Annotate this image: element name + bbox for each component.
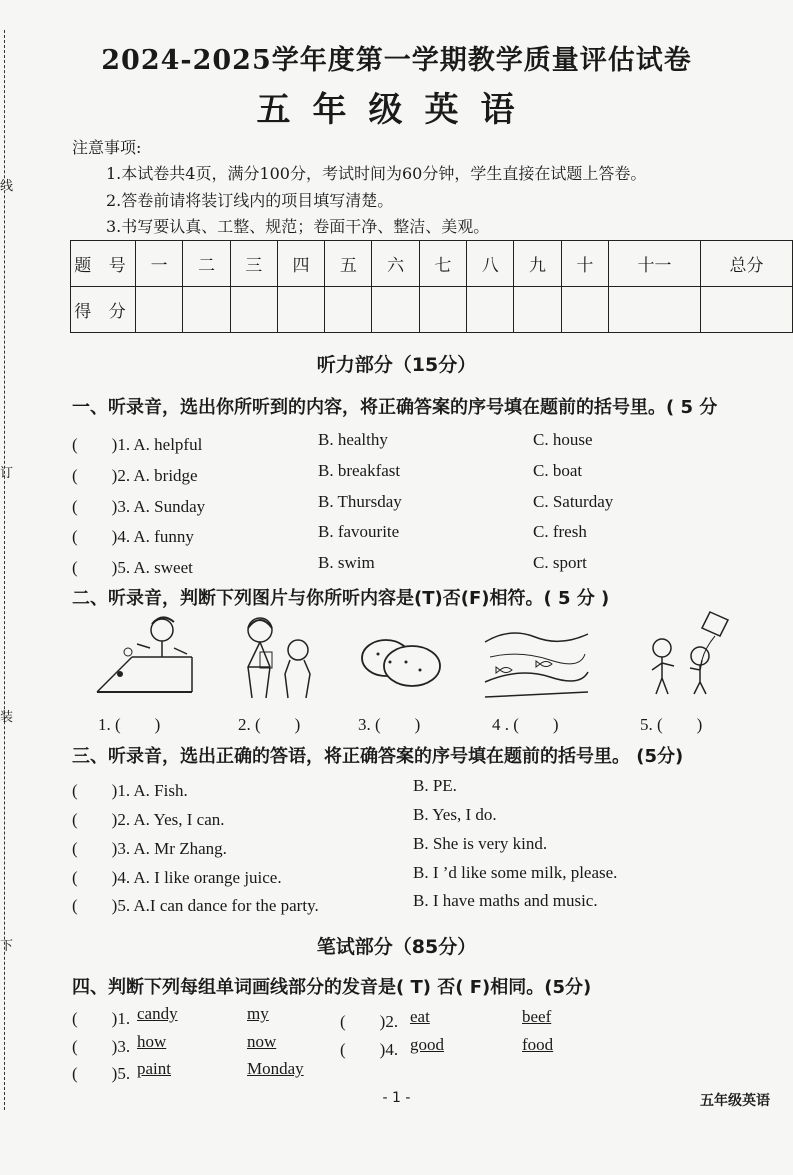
- part4-q3-word1: how: [137, 1032, 167, 1051]
- score-cell[interactable]: [561, 287, 608, 333]
- score-col-2: 二: [183, 241, 230, 287]
- score-col-9: 九: [514, 241, 561, 287]
- score-col-6: 六: [372, 241, 419, 287]
- binding-mark-xia: 下: [0, 939, 14, 954]
- score-cell[interactable]: [700, 287, 792, 333]
- page-number: - 1 -: [382, 1090, 411, 1106]
- score-cell[interactable]: [514, 287, 561, 333]
- picture-teacher-and-boy: [230, 612, 330, 702]
- part4-q4-word2: food: [522, 1035, 554, 1054]
- score-table-header-row: [71, 241, 793, 287]
- part3-instruction: 三、听录音，选出正确的答语，将正确答案的序号填在题前的括号里。 (5分): [72, 746, 684, 767]
- part3-q2-b: B. Yes, I do.: [413, 805, 497, 824]
- score-cell[interactable]: [419, 287, 466, 333]
- score-cell[interactable]: [230, 287, 277, 333]
- score-cell[interactable]: [136, 287, 183, 333]
- part1-q5-c: C. sport: [533, 553, 587, 572]
- score-col-7: 七: [419, 241, 466, 287]
- score-cell[interactable]: [608, 287, 700, 333]
- part1-q1-c: C. house: [533, 430, 593, 449]
- part4-q1-word2: my: [247, 1004, 269, 1023]
- part1-q4-a: ( )4. A. funny: [72, 527, 194, 546]
- part3-q3-b: B. She is very kind.: [413, 834, 548, 853]
- part1-q3-c: C. Saturday: [533, 492, 614, 511]
- score-table-row-label: 得 分: [71, 287, 136, 333]
- part2-instruction: 二、听录音，判断下列图片与你所听内容是(T)否(F)相符。( 5 分 ): [72, 588, 610, 609]
- part2-label-3: 3. ( ): [358, 715, 421, 734]
- part3-q1-b: B. PE.: [413, 776, 457, 795]
- part2-label-2: 2. ( ): [238, 715, 301, 734]
- part3-q5-b: B. I have maths and music.: [413, 891, 598, 910]
- footer-subject: 五年级英语: [700, 1093, 770, 1109]
- notes-heading: 注意事项:: [72, 138, 142, 157]
- score-col-11: 十一: [608, 241, 700, 287]
- part1-q1-a: ( )1. A. helpful: [72, 435, 203, 454]
- score-col-total: 总分: [700, 241, 792, 287]
- score-col-5: 五: [325, 241, 372, 287]
- part1-q3-b: B. Thursday: [318, 492, 402, 511]
- part1-q5-b: B. swim: [318, 553, 375, 572]
- part2-label-1: 1. ( ): [98, 715, 161, 734]
- score-table-row-label: 题 号: [71, 241, 136, 287]
- written-section-heading: 笔试部分（85分）: [316, 936, 477, 958]
- part3-q3-a: ( )3. A. Mr Zhang.: [72, 839, 227, 858]
- binding-mark-zhuang: 装: [0, 710, 14, 725]
- part4-q2-word2: beef: [522, 1007, 552, 1026]
- part3-q1-a: ( )1. A. Fish.: [72, 781, 188, 800]
- part1-q5-a: ( )5. A. sweet: [72, 558, 193, 577]
- score-cell[interactable]: [467, 287, 514, 333]
- part4-q2-word1: eat: [410, 1007, 430, 1026]
- score-col-1: 一: [136, 241, 183, 287]
- note-item-2: 2.答卷前请将装订线内的项目填写清楚。: [106, 191, 394, 210]
- part2-label-5: 5. ( ): [640, 715, 703, 734]
- part1-q4-c: C. fresh: [533, 522, 587, 541]
- part4-q5-word2: Monday: [247, 1059, 304, 1078]
- score-col-8: 八: [467, 241, 514, 287]
- binding-mark-xian: 线: [0, 179, 14, 194]
- part3-q2-a: ( )2. A. Yes, I can.: [72, 810, 225, 829]
- picture-girl-at-table: [92, 612, 202, 702]
- score-cell[interactable]: [372, 287, 419, 333]
- note-item-1: 1.本试卷共4页，满分100分，考试时间为60分钟，学生直接在试题上答卷。: [106, 164, 647, 183]
- part4-q2-paren: ( )2.: [340, 1012, 399, 1031]
- part1-q2-c: C. boat: [533, 461, 583, 480]
- part4-q5-paren: ( )5.: [72, 1064, 131, 1083]
- score-col-3: 三: [230, 241, 277, 287]
- exam-title: 2024-2025学年度第一学期教学质量评估试卷: [101, 45, 692, 76]
- part4-q4-word1: good: [410, 1035, 444, 1054]
- part4-q1-word1: candy: [137, 1004, 178, 1023]
- part3-q5-a: ( )5. A.I can dance for the party.: [72, 896, 319, 915]
- part1-q4-b: B. favourite: [318, 522, 400, 541]
- score-col-4: 四: [277, 241, 324, 287]
- listening-section-heading: 听力部分（15分）: [316, 354, 477, 376]
- part1-instruction: 一、听录音，选出你所听到的内容，将正确答案的序号填在题前的括号里。( 5 分: [72, 397, 718, 418]
- part1-q3-a: ( )3. A. Sunday: [72, 497, 206, 516]
- picture-river-with-fish: [480, 622, 590, 702]
- part4-instruction: 四、判断下列每组单词画线部分的发音是( T) 否( F)相同。(5分): [72, 977, 592, 998]
- part3-q4-a: ( )4. A. I like orange juice.: [72, 868, 282, 887]
- note-item-3: 3.书写要认真、工整、规范；卷面干净、整洁、美观。: [106, 217, 490, 236]
- part1-q2-b: B. breakfast: [318, 461, 401, 480]
- score-cell[interactable]: [325, 287, 372, 333]
- part4-q4-paren: ( )4.: [340, 1040, 399, 1059]
- score-table: [70, 240, 793, 333]
- picture-children-with-kite: [640, 608, 740, 698]
- part1-q2-a: ( )2. A. bridge: [72, 466, 198, 485]
- part4-q5-word1: paint: [137, 1059, 171, 1078]
- part1-q1-b: B. healthy: [318, 430, 388, 449]
- exam-subject-title: 五年级英语: [256, 90, 537, 130]
- part3-q4-b: B. I ’d like some milk, please.: [413, 863, 618, 882]
- score-table-score-row: [71, 287, 793, 333]
- part4-q1-paren: ( )1.: [72, 1009, 131, 1028]
- score-cell[interactable]: [183, 287, 230, 333]
- picture-potatoes: [358, 632, 448, 692]
- score-col-10: 十: [561, 241, 608, 287]
- part4-q3-word2: now: [247, 1032, 277, 1051]
- part2-label-4: 4 . ( ): [492, 715, 559, 734]
- binding-mark-ding: 订: [0, 466, 14, 481]
- score-cell[interactable]: [277, 287, 324, 333]
- part4-q3-paren: ( )3.: [72, 1037, 131, 1056]
